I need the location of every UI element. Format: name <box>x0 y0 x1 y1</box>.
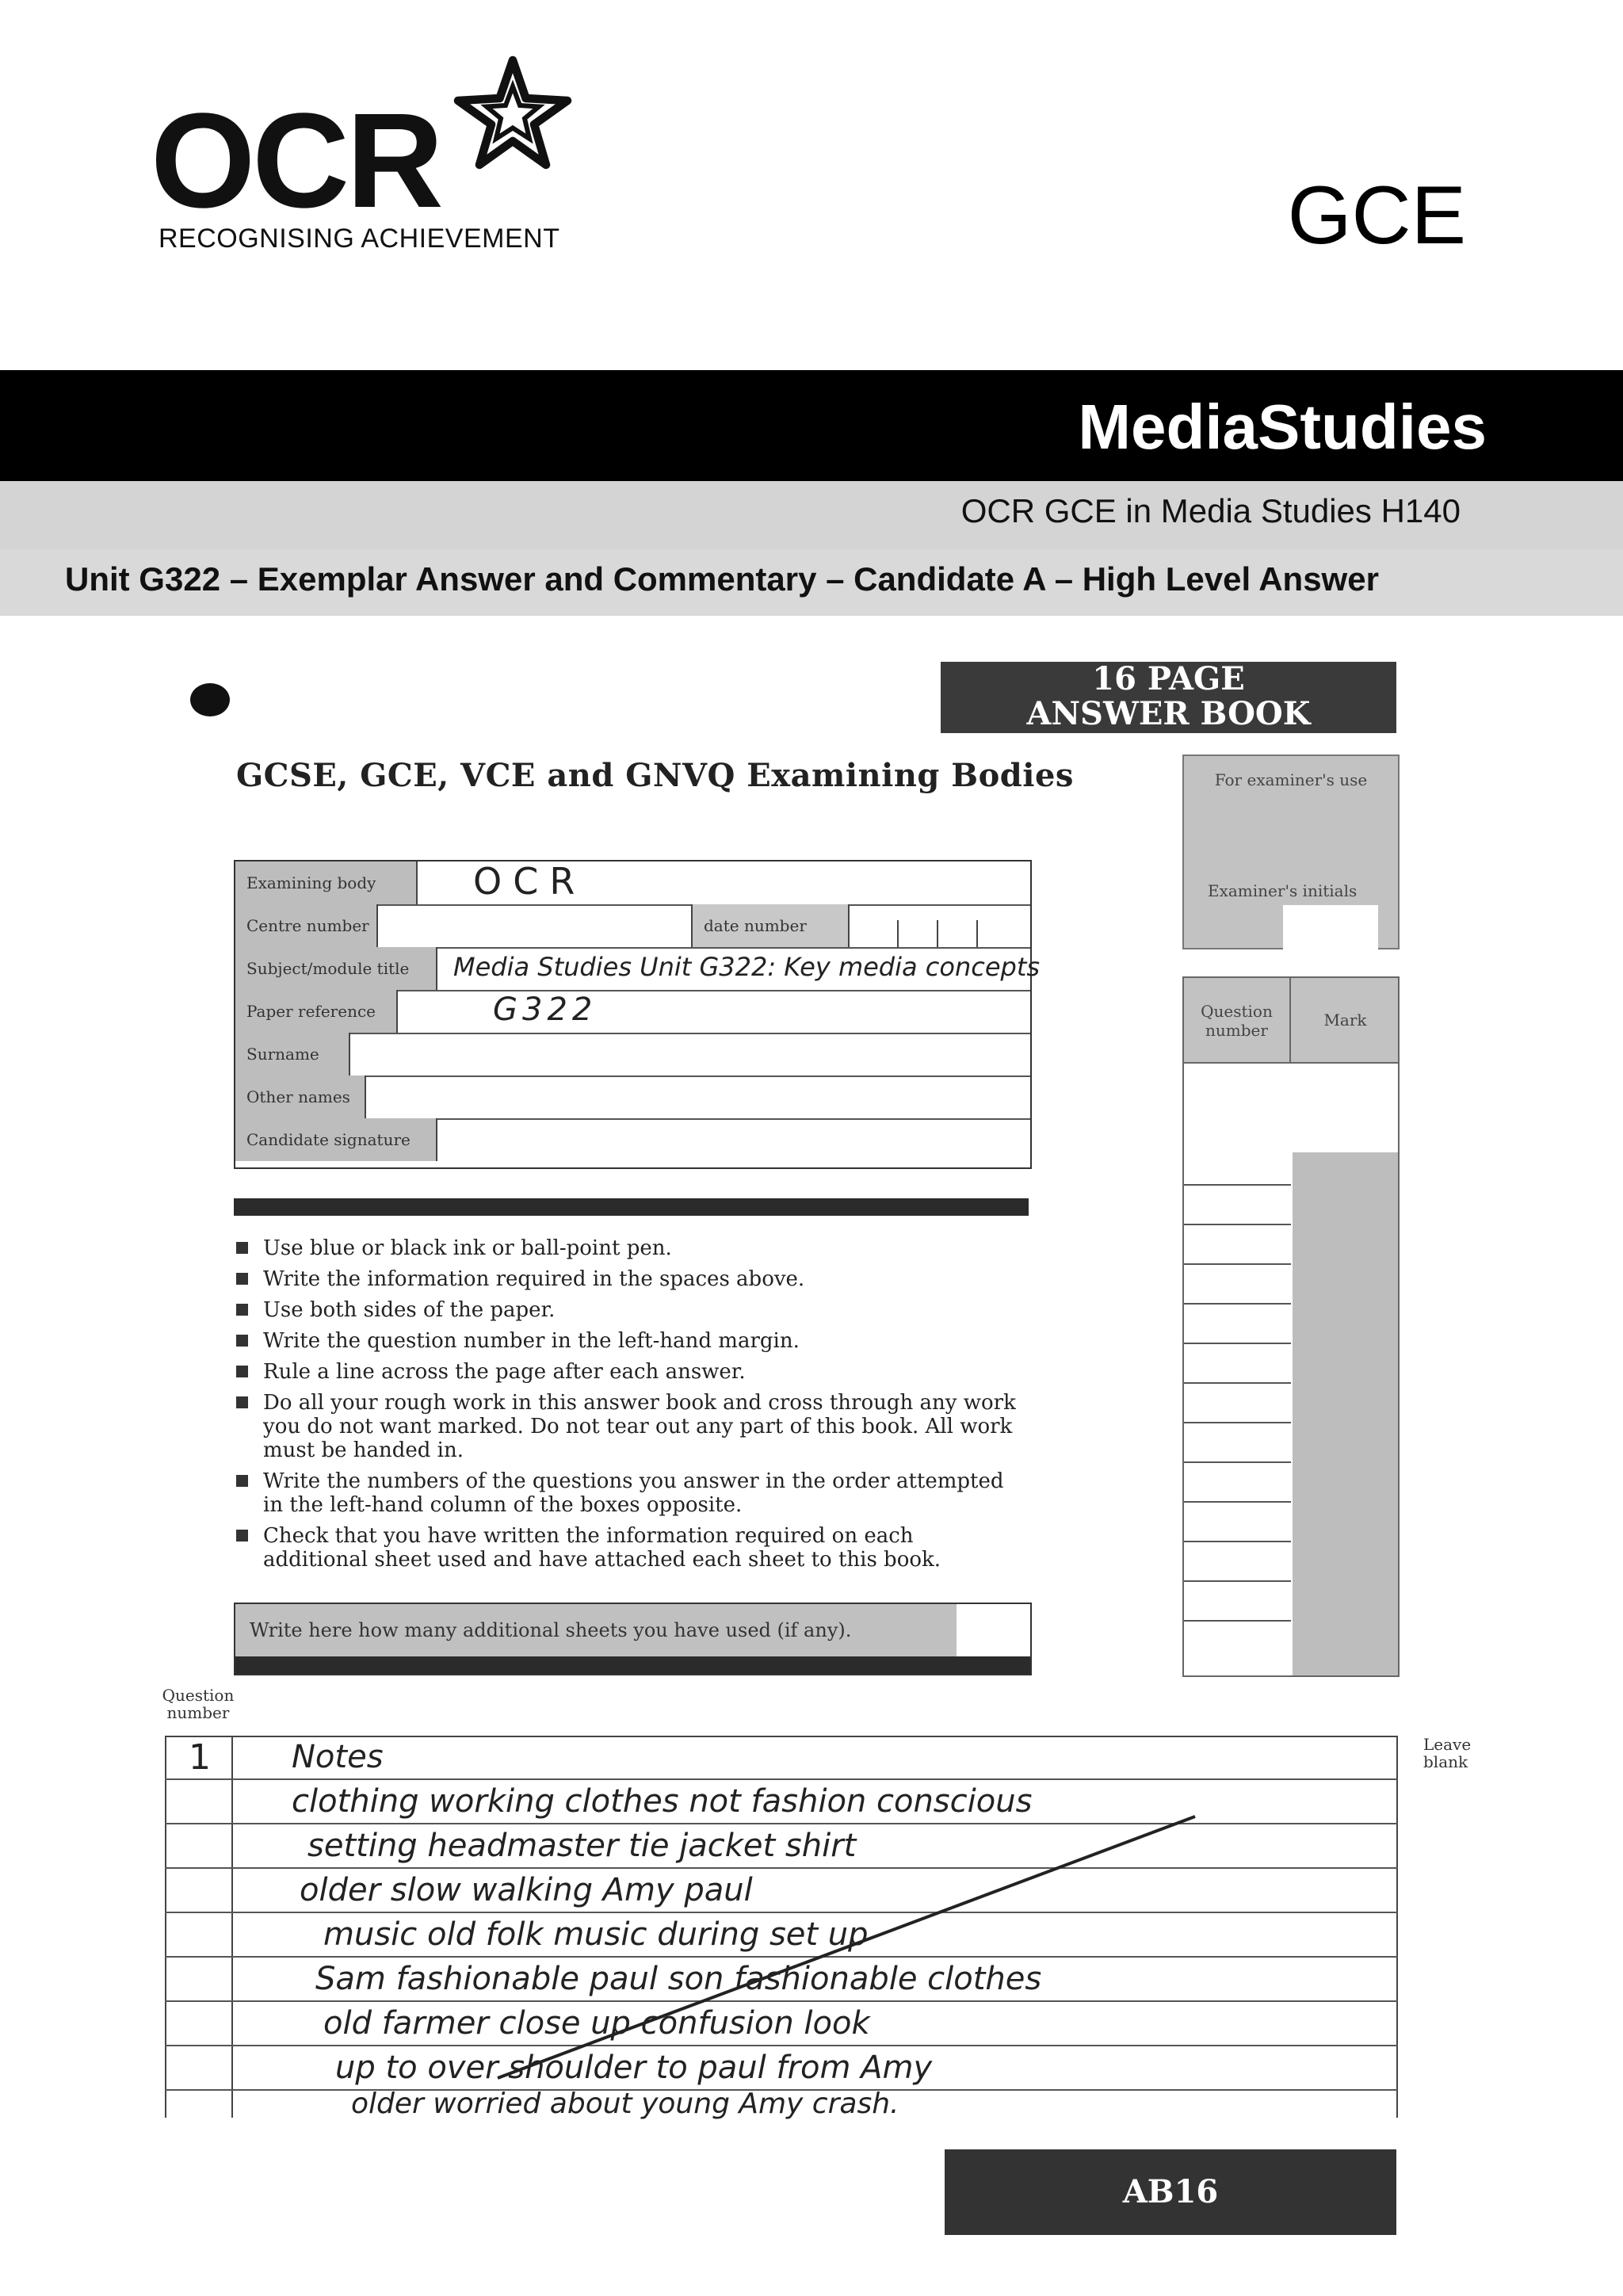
question-mark-table: Question number Mark <box>1182 976 1400 1677</box>
instruction: Rule a line across the page after each answer. <box>236 1360 1037 1384</box>
spec-band <box>0 481 1623 549</box>
examiner-use-panel: For examiner's use Examiner's initials <box>1182 755 1400 949</box>
ocr-star-icon <box>453 55 572 174</box>
form-row: Subject/module title Media Studies Unit G322: Key media concepts <box>235 947 1030 991</box>
note-line: old farmer close up confusion look <box>323 2005 870 2042</box>
instructions-list <box>236 1236 1037 1579</box>
instruction: Check that you have written the information required on each additional sheet used and have attached each sheet to this book. <box>236 1524 1024 1572</box>
note-line: up to over shoulder to paul from Amy <box>335 2050 933 2086</box>
crossed-out-stroke <box>165 1737 1398 2118</box>
instruction: Do all your rough work in this answer book and cross through any work you do not want marked. Do not tear out any part of this book. All work must be handed in. <box>236 1391 1024 1462</box>
form-row: Centre number date number <box>235 904 1030 949</box>
ocr-logo-wordmark: OCR <box>151 86 441 236</box>
unit-title: Unit G322 – Exemplar Answer and Commentary – Candidate A – High Level Answer <box>65 560 1379 598</box>
note-line: music old folk music during set up <box>323 1916 869 1953</box>
question-number-label: Question number <box>162 1686 235 1722</box>
instruction: Use both sides of the paper. <box>236 1298 1037 1322</box>
subject-title: MediaStudies <box>1078 392 1487 462</box>
footer-code: AB16 <box>945 2149 1396 2235</box>
qualification-title: GCE <box>1287 170 1466 262</box>
form-row: Examining body OCR <box>235 861 1030 906</box>
answer-book-badge: 16 PAGE ANSWER BOOK <box>941 662 1396 733</box>
examiner-initials-box <box>1283 905 1378 954</box>
note-line: Notes <box>292 1739 384 1775</box>
form-row: Surname <box>235 1033 1030 1077</box>
instruction: Use blue or black ink or ball-point pen. <box>236 1236 1037 1260</box>
form-row: Candidate signature <box>235 1118 1030 1161</box>
punch-hole <box>190 683 230 716</box>
answer-book-title: GCSE, GCE, VCE and GNVQ Examining Bodies <box>236 757 1074 794</box>
question-number: 1 <box>189 1737 211 1778</box>
answer-lines <box>165 1736 1398 2118</box>
form-divider <box>234 1198 1029 1216</box>
note-line: Sam fashionable paul son fashionable clothes <box>315 1961 1042 1997</box>
leave-blank-label: Leave blank <box>1423 1735 1472 1771</box>
note-line: setting headmaster tie jacket shirt <box>307 1828 857 1864</box>
ocr-tagline: RECOGNISING ACHIEVEMENT <box>158 223 560 254</box>
additional-sheets-box: Write here how many additional sheets you have used (if any). <box>234 1603 1032 1675</box>
instruction: Write the information required in the spaces above. <box>236 1267 1037 1291</box>
note-line: older slow walking Amy paul <box>300 1872 753 1908</box>
instruction: Write the numbers of the questions you answer in the order attempted in the left-hand column of the boxes opposite. <box>236 1469 1024 1517</box>
spec-title: OCR GCE in Media Studies H140 <box>960 492 1461 529</box>
instruction: Write the question number in the left-hand margin. <box>236 1329 1037 1353</box>
form-row: Other names <box>235 1075 1030 1120</box>
note-line: clothing working clothes not fashion conscious <box>292 1783 1033 1820</box>
subject-band <box>0 370 1623 481</box>
candidate-details-form <box>234 860 1041 1169</box>
form-row: Paper reference G322 <box>235 990 1030 1034</box>
note-line: older worried about young Amy crash. <box>351 2088 899 2120</box>
unit-band <box>0 549 1623 616</box>
